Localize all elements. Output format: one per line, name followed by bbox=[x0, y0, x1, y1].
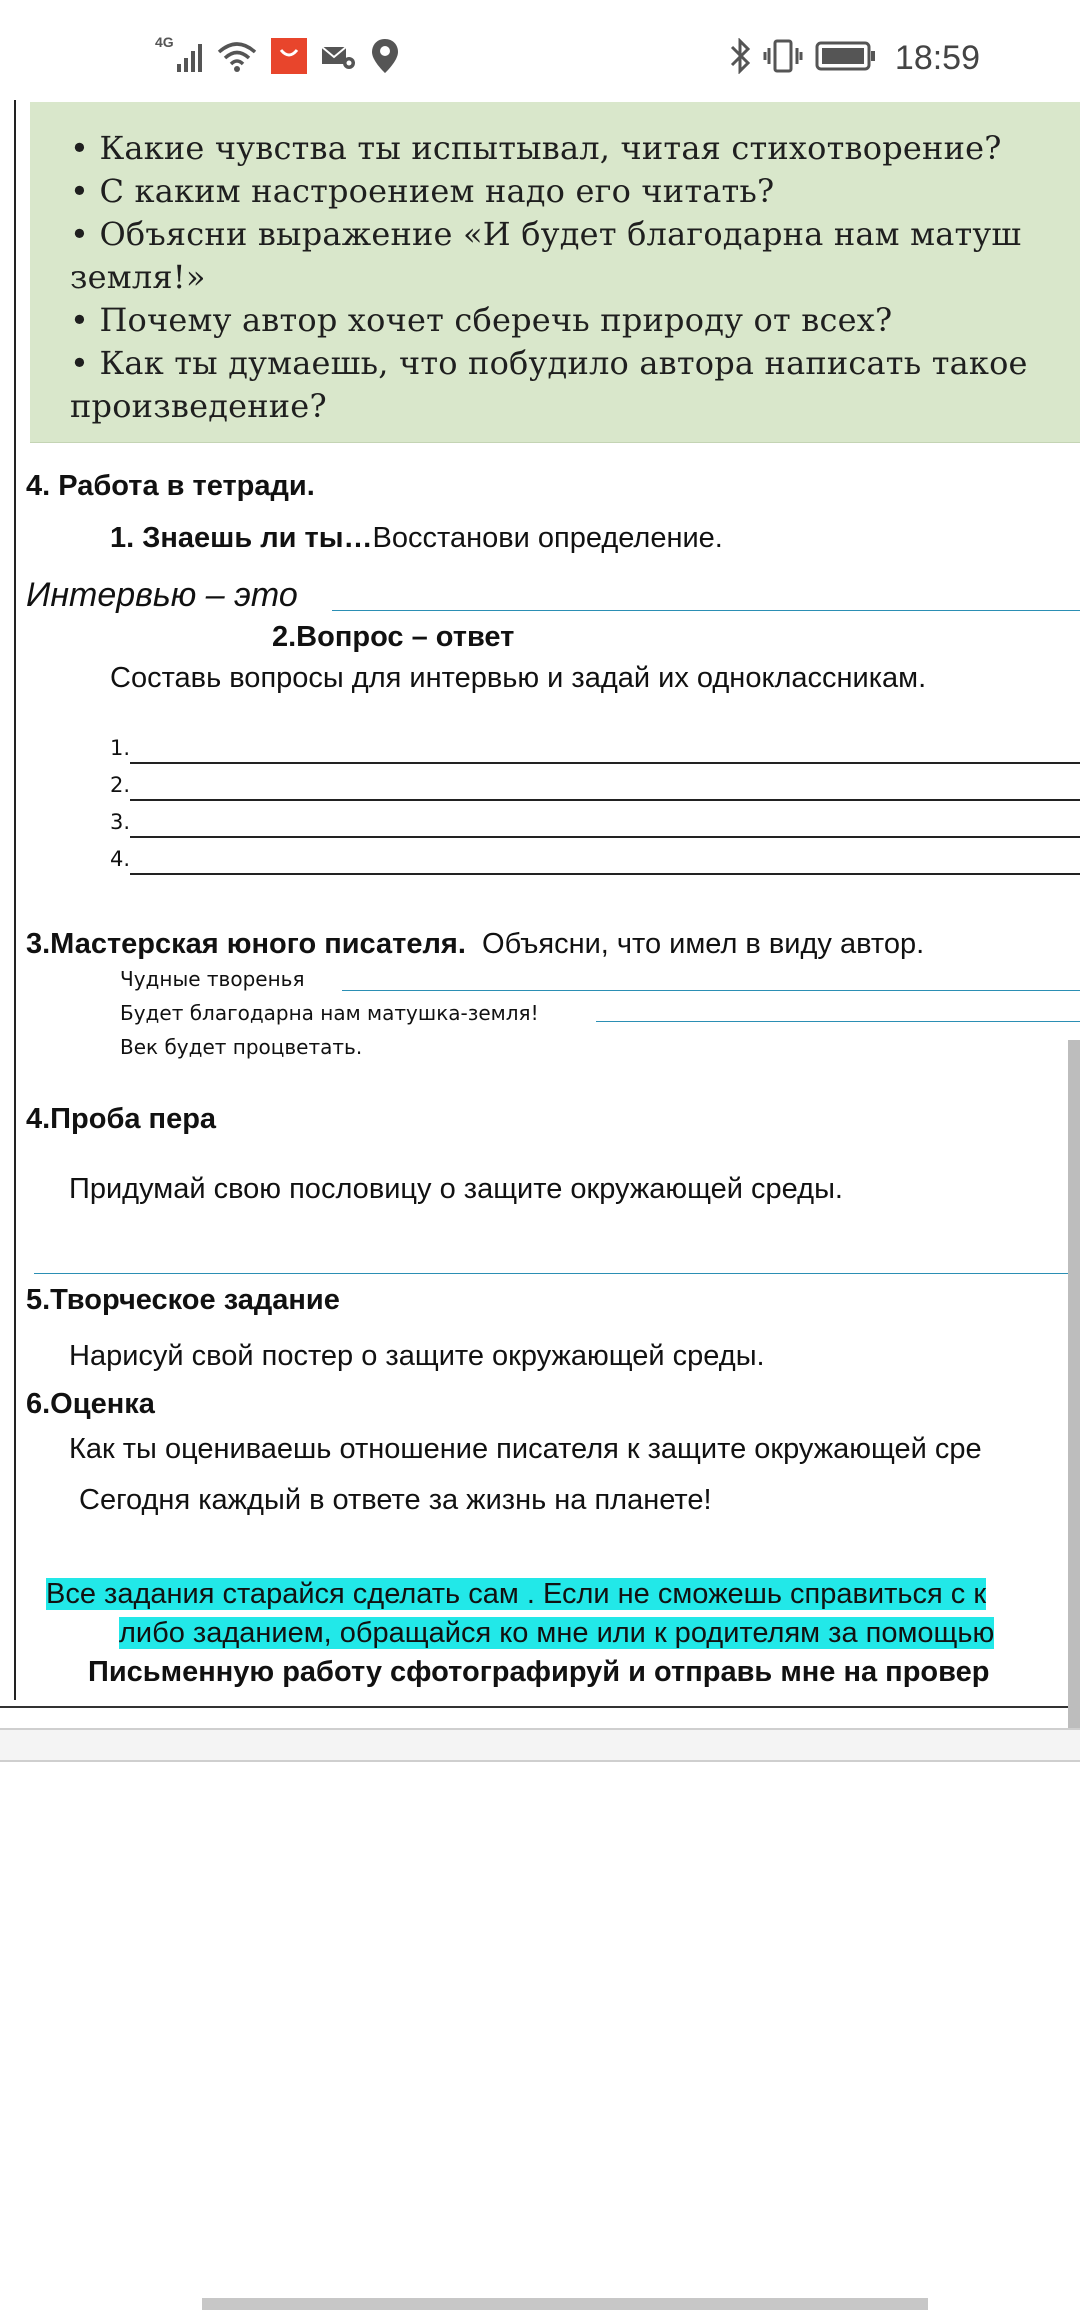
task1-line bbox=[110, 522, 723, 555]
question-line: • Объясни выражение «И будет благодарна нам матуш bbox=[70, 215, 1022, 253]
battery-icon bbox=[815, 40, 877, 77]
question-line: • С каким настроением надо его читать? bbox=[70, 172, 775, 210]
status-right-icons bbox=[729, 38, 980, 79]
answer-line bbox=[130, 873, 1080, 875]
answer-line bbox=[34, 1273, 1080, 1274]
interview-definition-label: Интервью – это bbox=[26, 576, 298, 614]
highlighted-instruction: Все задания старайся сделать сам . Если не сможешь справиться с к bbox=[46, 1578, 987, 1610]
question-number: 4. bbox=[110, 847, 131, 871]
mail-settings-icon bbox=[321, 41, 357, 76]
answer-line bbox=[332, 610, 1080, 611]
wifi-icon bbox=[217, 40, 257, 77]
question-line: • Как ты думаешь, что побудило автора написать такое bbox=[70, 344, 1028, 382]
question-line: произведение? bbox=[70, 387, 327, 425]
section-heading-pen: 4.Проба пера bbox=[26, 1103, 217, 1135]
answer-line bbox=[130, 799, 1080, 801]
question-number: 1. bbox=[110, 736, 131, 760]
question-line: • Какие чувства ты испытывал, читая стихотворение? bbox=[70, 129, 1002, 167]
section-heading-notebook: 4. Работа в тетради. bbox=[26, 470, 315, 502]
phrase-item: Будет благодарна нам матушка-земля! bbox=[120, 1001, 539, 1025]
question-number: 2. bbox=[110, 773, 131, 797]
page-left-border bbox=[14, 100, 16, 1700]
section-heading-master: 3.Мастерская юного писателя. bbox=[26, 928, 466, 960]
phrase-item: Век будет процветать. bbox=[120, 1035, 363, 1059]
location-icon bbox=[371, 38, 399, 79]
vertical-scrollbar[interactable] bbox=[1068, 1040, 1080, 1760]
grade-task-text: Как ты оцениваешь отношение писателя к защите окружающей сре bbox=[69, 1433, 982, 1465]
instruction-photo: Письменную работу сфотографируй и отправь мне на провер bbox=[88, 1656, 990, 1688]
master-section-line bbox=[26, 928, 924, 961]
page-bottom-border bbox=[0, 1706, 1080, 1708]
instruction-line bbox=[119, 1617, 994, 1650]
instruction-line bbox=[46, 1578, 986, 1611]
horizontal-scroll-track[interactable] bbox=[0, 1728, 1080, 1762]
signal-icon bbox=[155, 38, 203, 79]
answer-line bbox=[342, 990, 1080, 991]
task1-text: Восстанови определение. bbox=[372, 522, 723, 554]
task1-title: 1. Знаешь ли ты… bbox=[110, 522, 373, 554]
phrase-item: Чудные творенья bbox=[120, 967, 305, 991]
clock-time: 18:59 bbox=[894, 39, 980, 77]
vibrate-icon bbox=[763, 38, 803, 79]
answer-line bbox=[130, 836, 1080, 838]
question-line: земля!» bbox=[70, 258, 206, 296]
highlighted-instruction: либо заданием, обращайся ко мне или к родителям за помощью bbox=[119, 1617, 995, 1649]
status-bar bbox=[0, 0, 1080, 100]
bluetooth-icon bbox=[729, 38, 751, 79]
question-line: • Почему автор хочет сберечь природу от всех? bbox=[70, 301, 893, 339]
answer-line bbox=[596, 1021, 1080, 1022]
section-heading-grade: 6.Оценка bbox=[26, 1388, 155, 1420]
status-left-icons bbox=[155, 38, 399, 79]
master-section-text: Объясни, что имел в виду автор. bbox=[482, 928, 925, 960]
discussion-questions-box bbox=[30, 102, 1080, 443]
question-number: 3. bbox=[110, 810, 131, 834]
navigation-gesture-bar[interactable] bbox=[202, 2298, 928, 2310]
creative-task-text: Нарисуй свой постер о защите окружающей среды. bbox=[69, 1340, 765, 1372]
grade-motto-text: Сегодня каждый в ответе за жизнь на планете! bbox=[79, 1484, 712, 1516]
pen-task-text: Придумай свою пословицу о защите окружающей среды. bbox=[69, 1173, 843, 1205]
task2-text: Составь вопросы для интервью и задай их одноклассникам. bbox=[110, 662, 927, 694]
answer-line bbox=[130, 762, 1080, 764]
section-heading-creative: 5.Творческое задание bbox=[26, 1284, 340, 1316]
aliexpress-app-icon bbox=[271, 38, 307, 79]
task2-heading: 2.Вопрос – ответ bbox=[272, 621, 515, 653]
network-type-label: 4G bbox=[155, 34, 174, 50]
